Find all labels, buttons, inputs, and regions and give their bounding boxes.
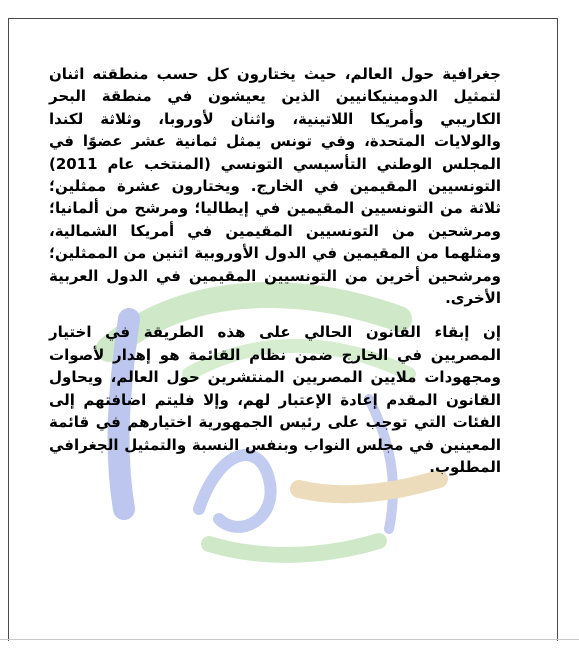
watermark-base (299, 479, 439, 494)
page-bottom-divider (0, 639, 579, 640)
paragraph-2: إن إبقاء القانون الحالي على هذه الطريقة في اختيار المصريين في الخارج ضمن نظام القائمة هو إهدار لأصوات ومجهودات ملايين المصريين المنتشرين حول العالم، ويحاول القانون المقدم إعادة الإعتبار لهم، وإلا فليتم اضافتهم إلى الفئات التي توجب على رئيس الجمهورية اختيارهم في قائمة المعينين في مجلس النواب وبنفس النسبة والتمثيل الجغرافي المطلوب. (49, 323, 501, 476)
document-page (8, 18, 558, 641)
paragraph-1: جغرافية حول العالم، حيث يختارون كل حسب منطقته اثنان لتمثيل الدومينيكانيين الذين يعيشون في منطقة البحر الكاريبي وأمريكا اللاتينية، واثنان لأوروبا، وثلاثة لكندا والولايات المتحدة، وفي تونس يمثل ثمانية عشر عضوًا في المجلس الوطني التأسيسي التونسي (المنتخب عام 2011) التونسيين المقيمين في الخارج. ويختارون عشرة ممثلين؛ ثلاثة من التونسيين المقيمين في إيطاليا؛ ومرشح من ألمانيا؛ ومرشحين من التونسيين المقيمين في أمريكا الشمالية، ومثلهما من المقيمين في الدول الأوروبية اثنين من الممثلين؛ ومرشحين أخرين من التونسيين المقيمين في الدول العربية الأخرى. (49, 65, 501, 308)
document-body (49, 63, 501, 478)
watermark-base-green (209, 541, 379, 555)
